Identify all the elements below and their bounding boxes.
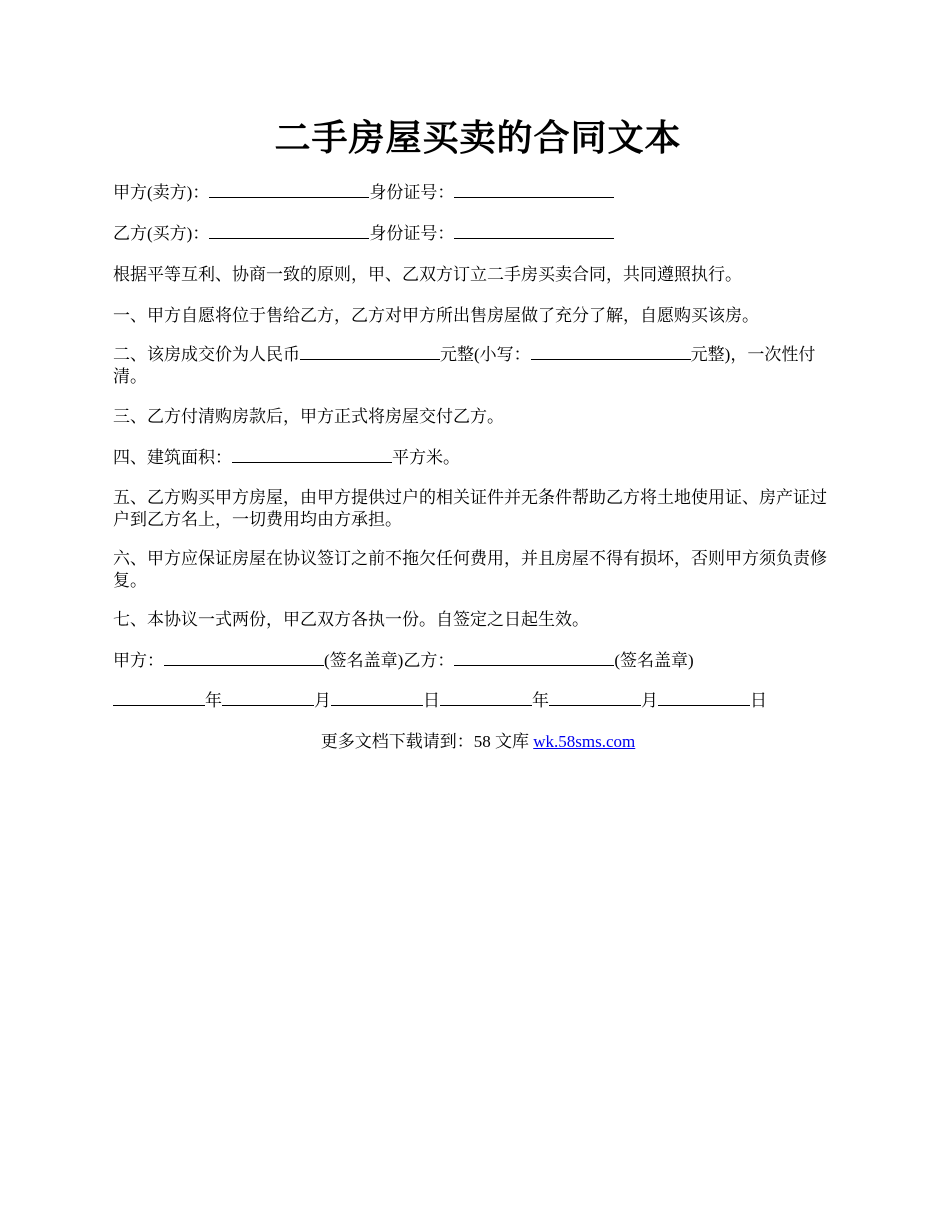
price-number-blank[interactable]	[531, 344, 691, 360]
clause-2-price-label: 二、该房成交价为人民币	[113, 345, 300, 364]
party-b-line	[113, 223, 843, 245]
signature-party-b-blank[interactable]	[454, 650, 614, 666]
party-b-id-blank[interactable]	[454, 223, 614, 239]
date-b-year-blank[interactable]	[440, 690, 532, 706]
intro-paragraph: 根据平等互利、协商一致的原则，甲、乙双方订立二手房买卖合同，共同遵照执行。	[113, 265, 742, 284]
document-title: 二手房屋买卖的合同文本	[274, 118, 682, 158]
date-a-year-label: 年	[205, 691, 222, 710]
clause-3: 三、乙方付清购房款后，甲方正式将房屋交付乙方。	[113, 407, 504, 426]
date-b-month-blank[interactable]	[549, 690, 641, 706]
date-line	[113, 690, 843, 712]
clause-4	[113, 447, 843, 469]
signature-line	[113, 650, 843, 672]
party-a-id-label: 身份证号：	[369, 183, 455, 202]
footer-text: 更多文档下载请到：58 文库	[320, 732, 534, 751]
signature-party-b-label: 乙方：	[403, 651, 455, 670]
party-a-name-blank[interactable]	[209, 182, 369, 198]
clause-4-label: 四、建筑面积：	[113, 448, 232, 467]
party-a-line	[113, 182, 843, 204]
date-b-month-label: 月	[641, 691, 658, 710]
clause-4-unit: 平方米。	[392, 448, 460, 467]
party-b-name-blank[interactable]	[209, 223, 369, 239]
date-b-day-label: 日	[750, 691, 767, 710]
clause-5: 五、乙方购买甲方房屋，由甲方提供过户的相关证件并无条件帮助乙方将土地使用证、房产证过户到乙方名上，一切费用均由方承担。	[113, 488, 827, 529]
party-b-label: 乙方(买方)：	[113, 224, 210, 243]
seal-a-label: (签名盖章)	[324, 651, 404, 670]
party-a-label: 甲方(卖方)：	[113, 183, 210, 202]
seal-b-label: (签名盖章)	[614, 651, 694, 670]
clause-2-tail: 元整)，一次性付清。	[113, 345, 816, 386]
date-a-day-blank[interactable]	[331, 690, 423, 706]
date-a-month-label: 月	[314, 691, 331, 710]
clause-2	[113, 344, 843, 388]
signature-party-a-blank[interactable]	[164, 650, 324, 666]
date-a-month-blank[interactable]	[222, 690, 314, 706]
clause-6: 六、甲方应保证房屋在协议签订之前不拖欠任何费用，并且房屋不得有损坏，否则甲方须负责修复。	[113, 549, 827, 590]
footer-link[interactable]: wk.58sms.com	[533, 732, 636, 751]
clause-2-small-label: 元整(小写：	[440, 345, 531, 364]
area-blank[interactable]	[232, 447, 392, 463]
party-a-id-blank[interactable]	[454, 182, 614, 198]
footer	[113, 731, 843, 753]
clause-7: 七、本协议一式两份，甲乙双方各执一份。自签定之日起生效。	[113, 610, 589, 629]
date-b-day-blank[interactable]	[658, 690, 750, 706]
date-a-year-blank[interactable]	[113, 690, 205, 706]
party-b-id-label: 身份证号：	[369, 224, 455, 243]
price-words-blank[interactable]	[300, 344, 440, 360]
signature-party-a-label: 甲方：	[113, 651, 164, 670]
date-b-year-label: 年	[532, 691, 549, 710]
date-a-day-label: 日	[423, 691, 440, 710]
clause-1: 一、甲方自愿将位于售给乙方，乙方对甲方所出售房屋做了充分了解，自愿购买该房。	[113, 306, 759, 325]
